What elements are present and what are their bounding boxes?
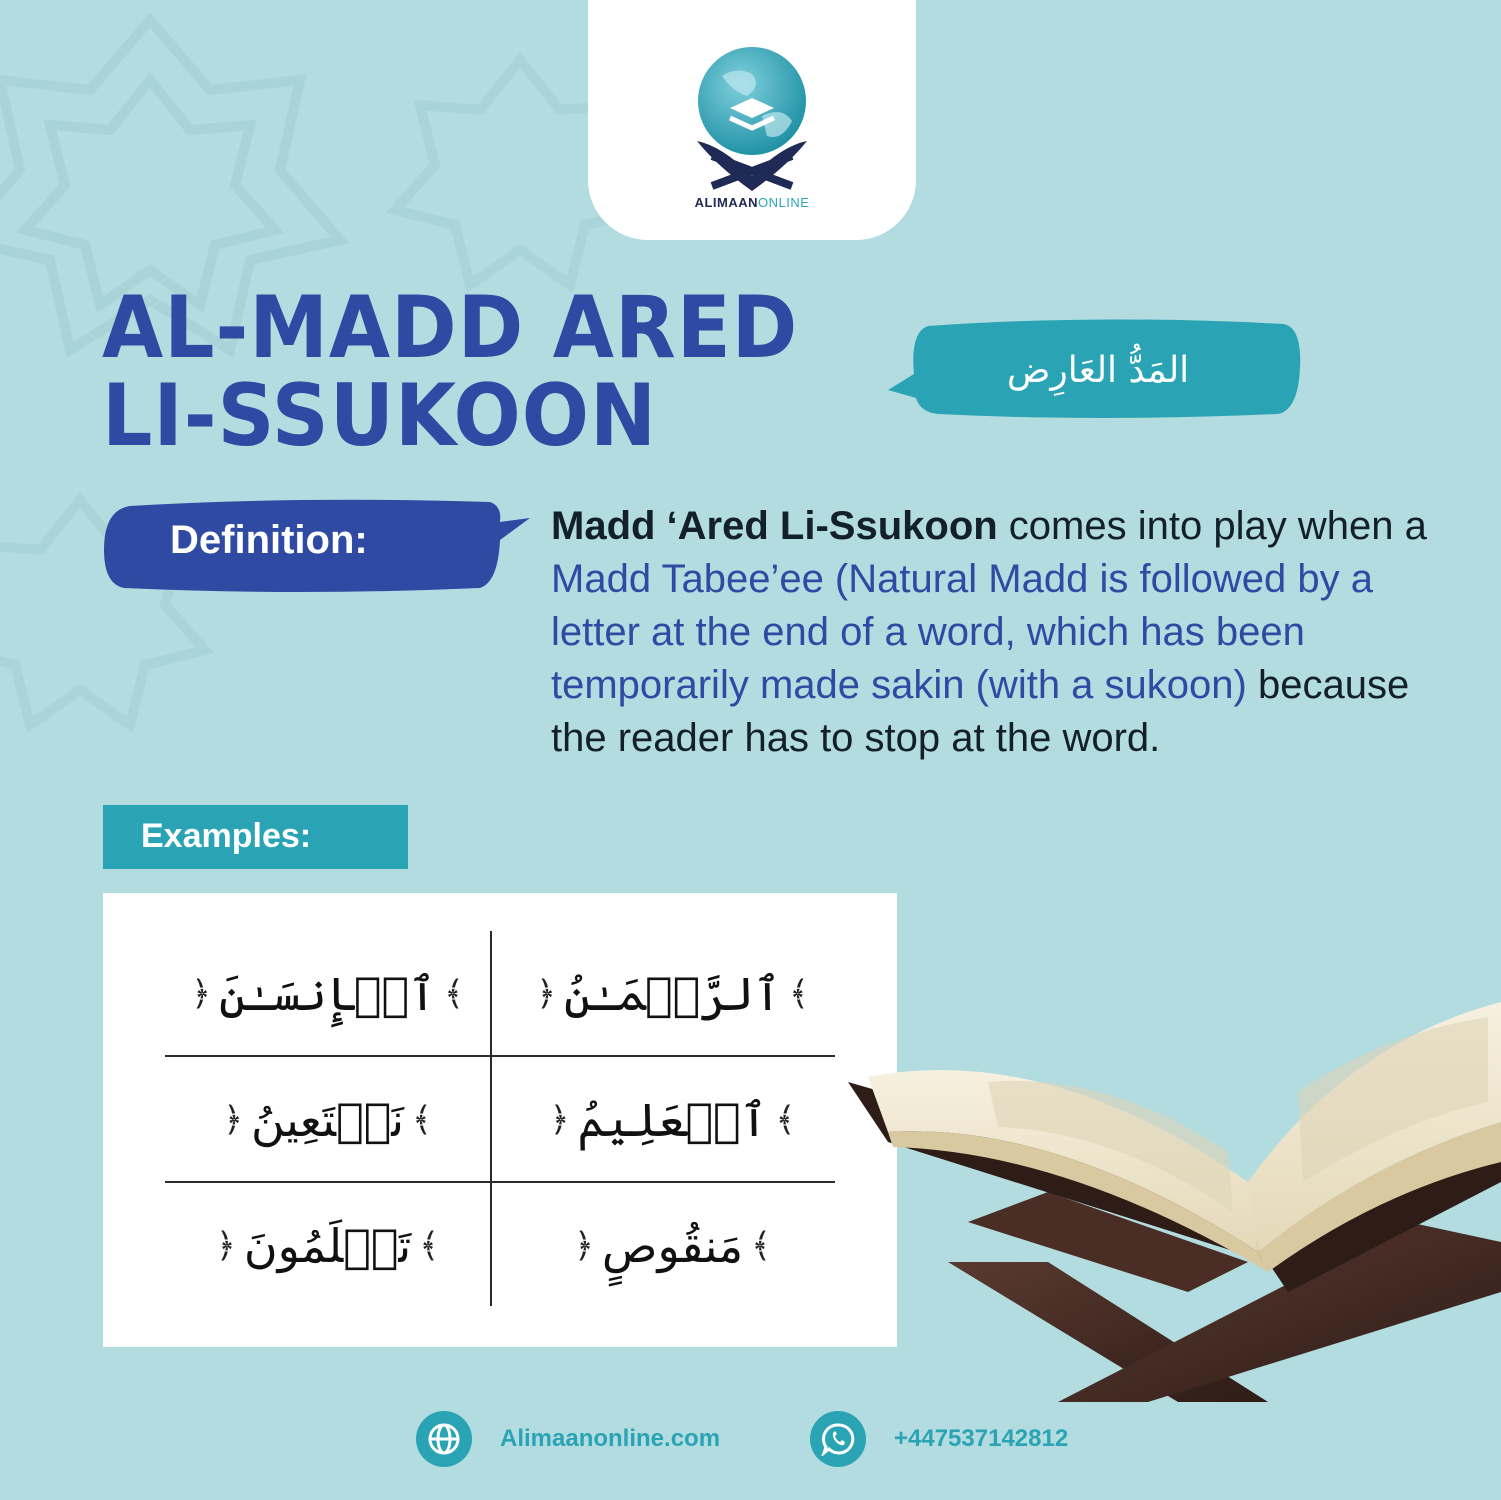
brand-name-accent: ONLINE: [758, 195, 810, 210]
ornament-right-icon: ﴾: [443, 974, 464, 1014]
whatsapp-icon: [810, 1411, 866, 1467]
example-word: [510, 931, 835, 1056]
globe-icon: [416, 1411, 472, 1467]
ornament-left-icon: ﴿: [191, 974, 212, 1014]
example-word-text: نَسۡتَعِينُ: [251, 1092, 404, 1147]
page-title-line2: LI-SSUKOON: [102, 366, 658, 466]
page-title: [102, 278, 799, 466]
footer-phone[interactable]: [810, 1410, 1068, 1468]
ornament-right-icon: ﴾: [788, 974, 809, 1014]
examples-card: [103, 893, 897, 1347]
ornament-left-icon: ﴿: [574, 1226, 594, 1266]
grid-divider-vertical: [490, 931, 492, 1306]
example-word-text: ٱلۡعَلِيمُ: [577, 1092, 768, 1147]
example-word-text: ٱلۡإِنسَـٰنَ: [219, 966, 436, 1021]
example-word-text: تَعۡلَمُونَ: [243, 1218, 412, 1273]
logo-card: [588, 0, 916, 240]
example-word: [510, 1057, 835, 1182]
arabic-title-bubble: [888, 318, 1304, 422]
definition-term: Madd ‘Ared Li-Ssukoon: [551, 504, 998, 548]
examples-label: Examples:: [141, 817, 312, 855]
definition-part2: because the reader has to stop at the word.: [551, 663, 1410, 760]
logo-icon: [692, 46, 812, 196]
example-word-text: مَنقُوصٍ: [601, 1218, 744, 1273]
ornament-left-icon: ﴿: [536, 974, 557, 1014]
definition-label-bubble: [100, 498, 530, 594]
ornament-left-icon: ﴿: [215, 1226, 236, 1266]
definition-highlight: Madd Tabee’ee (Natural Madd is followed by a letter at the end of a word, which has been temporarily made sakin (with a sukoon): [551, 557, 1373, 707]
globe-icon-svg: [427, 1422, 461, 1456]
ornament-right-icon: ﴾: [419, 1226, 440, 1266]
brand-name-main: ALIMAAN: [694, 195, 759, 210]
ornament-right-icon: ﴾: [775, 1100, 796, 1140]
footer-website[interactable]: [416, 1410, 720, 1468]
arabic-title: المَدُّ العَارِض: [1006, 349, 1190, 391]
phone-number[interactable]: +447537142812: [894, 1425, 1069, 1452]
example-word: [165, 931, 490, 1056]
definition-text: [551, 500, 1431, 765]
ornament-right-icon: ﴾: [412, 1100, 432, 1140]
definition-label: Definition:: [170, 518, 368, 562]
whatsapp-icon-svg: [821, 1422, 855, 1456]
website-link[interactable]: Alimaanonline.com: [500, 1425, 721, 1452]
example-word: [165, 1057, 490, 1182]
brand-name: [588, 195, 916, 210]
example-word: [165, 1183, 490, 1308]
examples-label-tag: [103, 805, 408, 869]
examples-grid: [165, 931, 835, 1306]
page-title-line1: AL-MADD ARED: [102, 278, 799, 378]
ornament-right-icon: ﴾: [751, 1226, 772, 1266]
ornament-left-icon: ﴿: [223, 1100, 244, 1140]
example-word: [510, 1183, 835, 1308]
quran-stand-image: [848, 962, 1501, 1407]
example-word-text: ٱلرَّحۡمَـٰنُ: [564, 966, 781, 1021]
definition-part1: comes into play when a: [997, 504, 1427, 548]
ornament-left-icon: ﴿: [549, 1100, 570, 1140]
